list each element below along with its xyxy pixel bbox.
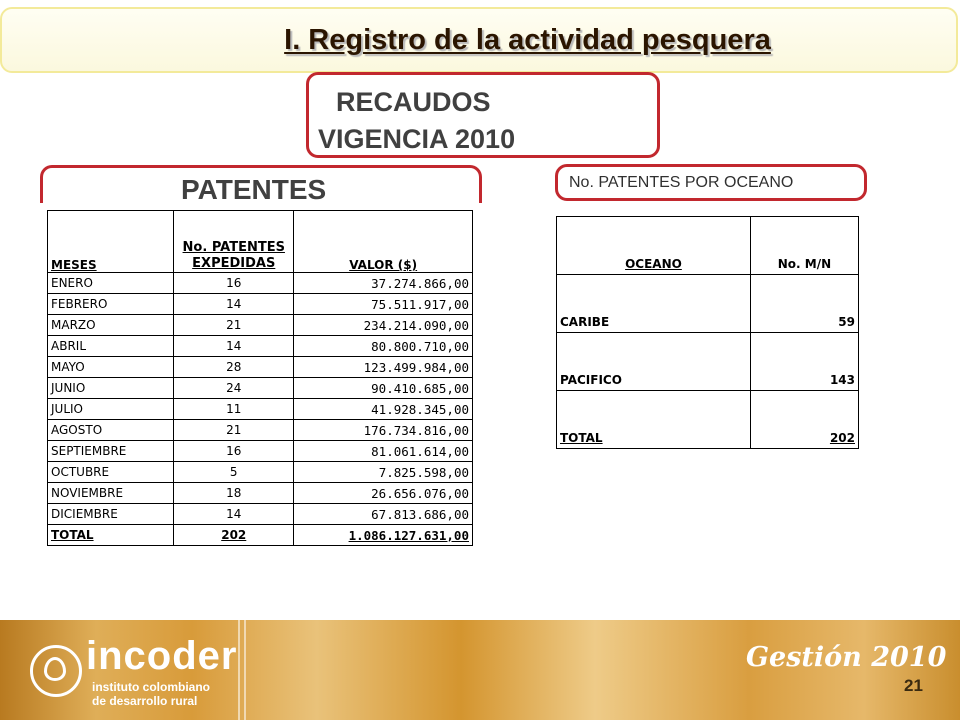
table-header-row (48, 211, 473, 273)
gestion-label: Gestión 2010 (746, 642, 947, 673)
month-cell: JULIO (48, 399, 174, 420)
recaudos-box (306, 72, 660, 158)
ocean-count-cell: 143 (750, 333, 858, 391)
oceano-header (555, 164, 867, 201)
table-row (557, 333, 859, 391)
value-cell: 90.410.685,00 (294, 378, 473, 399)
count-cell: 16 (174, 441, 294, 462)
value-cell: 37.274.866,00 (294, 273, 473, 294)
count-cell: 14 (174, 294, 294, 315)
month-cell: DICIEMBRE (48, 504, 174, 525)
month-cell: MAYO (48, 357, 174, 378)
total-count: 202 (174, 525, 294, 546)
month-cell: AGOSTO (48, 420, 174, 441)
drop-icon (44, 657, 66, 681)
month-cell: NOVIEMBRE (48, 483, 174, 504)
month-cell: MARZO (48, 315, 174, 336)
ocean-header-row (557, 217, 859, 275)
count-cell: 5 (174, 462, 294, 483)
value-cell: 80.800.710,00 (294, 336, 473, 357)
value-cell: 41.928.345,00 (294, 399, 473, 420)
table-row (48, 420, 473, 441)
table-row (48, 357, 473, 378)
month-cell: ABRIL (48, 336, 174, 357)
header-patentes: No. PATENTES EXPEDIDAS (174, 211, 294, 273)
logo-icon (30, 645, 82, 697)
ocean-cell: CARIBE (557, 275, 751, 333)
table-row (48, 378, 473, 399)
total-label: TOTAL (48, 525, 174, 546)
value-cell: 81.061.614,00 (294, 441, 473, 462)
header-mn: No. M/N (750, 217, 858, 275)
month-cell: ENERO (48, 273, 174, 294)
table-row (48, 399, 473, 420)
table-row (48, 294, 473, 315)
recaudos-subtitle: VIGENCIA 2010 (318, 124, 516, 154)
month-cell: OCTUBRE (48, 462, 174, 483)
month-cell: JUNIO (48, 378, 174, 399)
month-cell: SEPTIEMBRE (48, 441, 174, 462)
footer-divider (244, 620, 246, 720)
count-cell: 24 (174, 378, 294, 399)
title-banner (0, 7, 958, 73)
value-cell: 234.214.090,00 (294, 315, 473, 336)
count-cell: 21 (174, 315, 294, 336)
count-cell: 11 (174, 399, 294, 420)
value-cell: 75.511.917,00 (294, 294, 473, 315)
recaudos-title: RECAUDOS (336, 87, 491, 117)
table-row (48, 504, 473, 525)
value-cell: 67.813.686,00 (294, 504, 473, 525)
count-cell: 18 (174, 483, 294, 504)
ocean-total-count: 202 (750, 391, 858, 449)
month-cell: FEBRERO (48, 294, 174, 315)
page-number: 21 (904, 676, 923, 695)
value-cell: 123.499.984,00 (294, 357, 473, 378)
table-row (48, 441, 473, 462)
count-cell: 16 (174, 273, 294, 294)
count-cell: 21 (174, 420, 294, 441)
ocean-total-row (557, 391, 859, 449)
ocean-count-cell: 59 (750, 275, 858, 333)
value-cell: 7.825.598,00 (294, 462, 473, 483)
logo-subtitle-line1: instituto colombiano (92, 680, 210, 694)
header-meses: MESES (48, 211, 174, 273)
patentes-label: PATENTES (181, 174, 327, 205)
ocean-total-label: TOTAL (557, 391, 751, 449)
header-oceano: OCEANO (557, 217, 751, 275)
count-cell: 14 (174, 336, 294, 357)
table-row (48, 462, 473, 483)
table-row (48, 483, 473, 504)
total-value: 1.086.127.631,00 (294, 525, 473, 546)
slide-title: I. Registro de la actividad pesquera (284, 24, 771, 56)
ocean-cell: PACIFICO (557, 333, 751, 391)
ocean-patents-table (556, 216, 859, 449)
table-total-row (48, 525, 473, 546)
table-row (48, 273, 473, 294)
monthly-patents-table (47, 210, 473, 546)
oceano-label: No. PATENTES POR OCEANO (569, 174, 794, 191)
count-cell: 28 (174, 357, 294, 378)
patentes-header (40, 165, 482, 203)
table-row (557, 275, 859, 333)
footer-band (0, 620, 960, 720)
logo-wordmark: incoder (86, 634, 238, 678)
header-valor: VALOR ($) (294, 211, 473, 273)
logo-subtitle-line2: de desarrollo rural (92, 694, 198, 708)
table-row (48, 315, 473, 336)
table-row (48, 336, 473, 357)
count-cell: 14 (174, 504, 294, 525)
value-cell: 176.734.816,00 (294, 420, 473, 441)
value-cell: 26.656.076,00 (294, 483, 473, 504)
footer-divider (238, 620, 240, 720)
